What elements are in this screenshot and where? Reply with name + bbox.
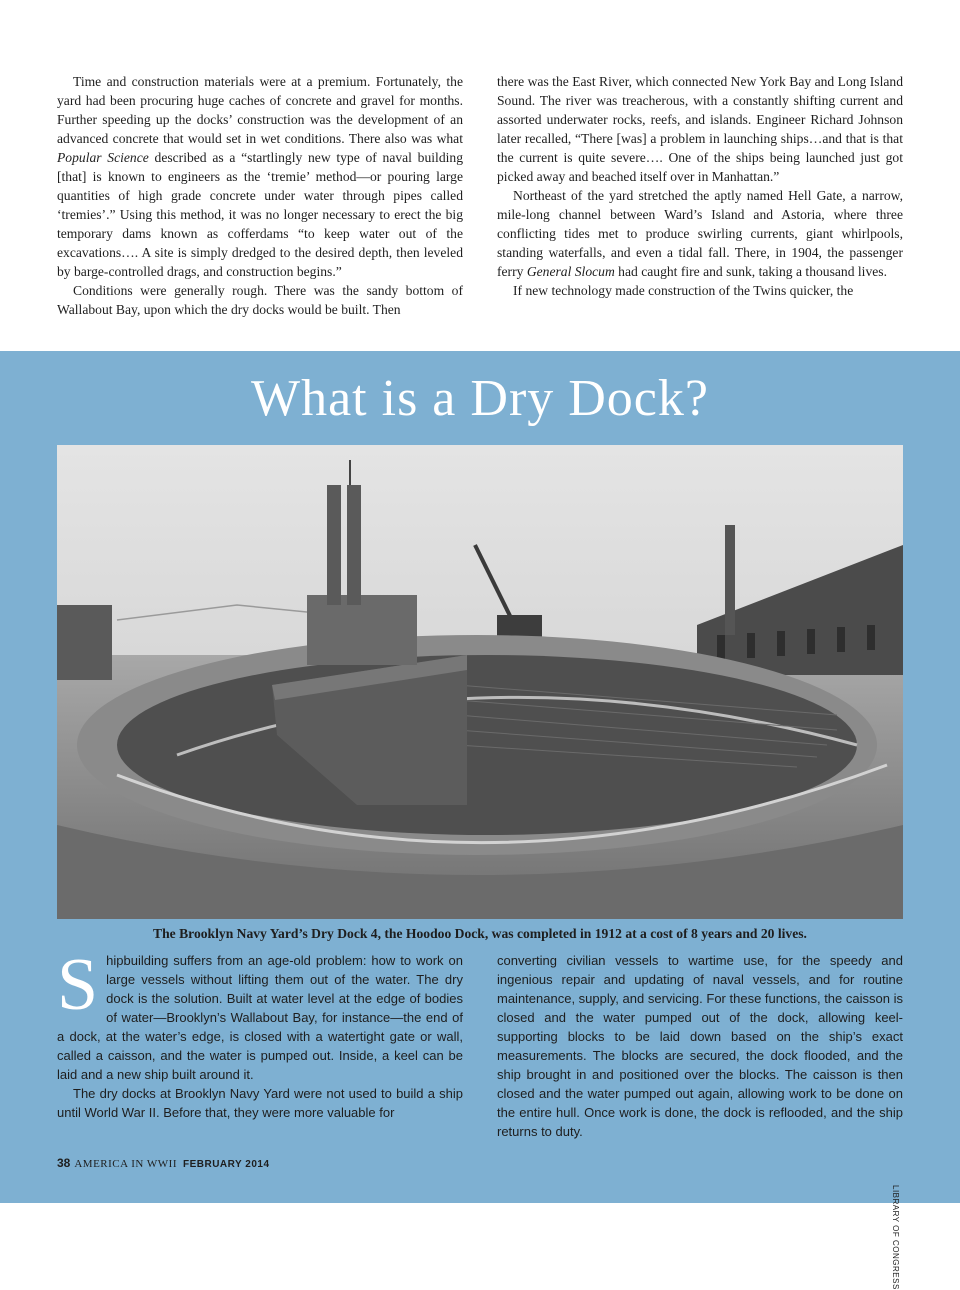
sidebar-paragraph: The dry docks at Brooklyn Navy Yard were not used to build a ship until World War II. Before that, they were more valuable for (57, 1086, 463, 1120)
sidebar-column-left (57, 944, 463, 1141)
publication-title: Popular Science (57, 150, 149, 165)
sidebar-box (0, 351, 960, 1290)
article-paragraph: If new technology made construction of the Twins quicker, the (513, 283, 854, 298)
sidebar-paragraph: converting civilian vessels to wartime use, for the speedy and ingenious repair and updating of naval vessels, and for routine maintenance, supply, and servicing. For these functions, the caisson is closed and the water pumped out of the dock, allowing keel-supporting blocks to be laid down based on the ship’s exact measurements. The blocks are secured, the dock flooded, and the ship brought in and positioned over the blocks. The caisson is then closed and the water pumped out again, allowing work to be done on the entire hull. Once work is done, the dock is reflooded, and the ship returns to duty. (497, 953, 903, 1139)
photo-credit: LIBRARY OF CONGRESS (891, 1185, 900, 1290)
sidebar-title: What is a Dry Dock? (251, 370, 709, 427)
magazine-name: AMERICA IN WWII (74, 1158, 177, 1170)
article-paragraph: there was the East River, which connected New York Bay and Long Island Sound. The river was treacherous, with a constantly shifting current and assorted underwater rocks, reefs, and islands. Engineer Richard Johnson later recalled, “There [was] a problem in launching ships…and that is that the current is quite severe…. One of the ships being launched just got picked away and beached itself over in Manhattan.” (497, 74, 903, 184)
article-column-right (497, 72, 903, 319)
drop-cap: S (57, 944, 99, 1026)
dry-dock-photo (57, 445, 903, 919)
photo-caption: The Brooklyn Navy Yard’s Dry Dock 4, the Hoodoo Dock, was completed in 1912 at a cost of 8 years and 20 lives. (153, 926, 807, 941)
page-number: 38 (57, 1156, 71, 1170)
ship-name: General Slocum (526, 264, 615, 279)
article-paragraph: Conditions were generally rough. There was the sandy bottom of Wallabout Bay, upon which the dry docks would be built. Then (57, 283, 463, 317)
page-footer (57, 1156, 270, 1170)
article-paragraph: Northeast of the yard stretched the aptly named Hell Gate, a narrow, mile-long channel between Ward’s Island and Astoria, where three conflicting tides met to produce swirling currents, giant whirlpools, standing waterfalls, and even a tidal fall. There, in 1904, the passenger ferry General Slocum had caught fire and sunk, taking a thousand lives. (497, 188, 903, 279)
issue-date: FEBRUARY 2014 (182, 1159, 270, 1170)
article-columns (57, 72, 903, 319)
article-paragraph: Time and construction materials were at a premium. Fortunately, the yard had been procuring huge caches of concrete and gravel for months. Further speeding up the docks’ construction was the development of an advanced concrete that would set in wet conditions. There also was what Popular Science described as a “startlingly new type of naval building [that] is known to engineers as the ‘tremie’ method—or pouring large quantities of high grade concrete under water through pipes called ‘tremies’.” Using this method, it was no longer necessary to erect the big temporary dams known as cofferdams “to keep water out of the excavations…. A site is simply dredged to the desired depth, then leveled by barge-controlled drags, and construction begins.” (57, 74, 463, 279)
article-column-left (57, 72, 463, 319)
sidebar-columns (57, 944, 903, 1141)
sidebar-paragraph: Shipbuilding suffers from an age-old problem: how to work on large vessels without lifting them out of the water. The dry dock is the solution. Built at water level at the edge of bodies of water—Brooklyn’s Wallabout Bay, for instance—the end of a dock, at the water’s edge, is closed with a watertight gate or wall, called a caisson, and the water is pumped out. Inside, a keel can be laid and a new ship built around it. (57, 944, 463, 1082)
sidebar-column-right (497, 951, 903, 1141)
